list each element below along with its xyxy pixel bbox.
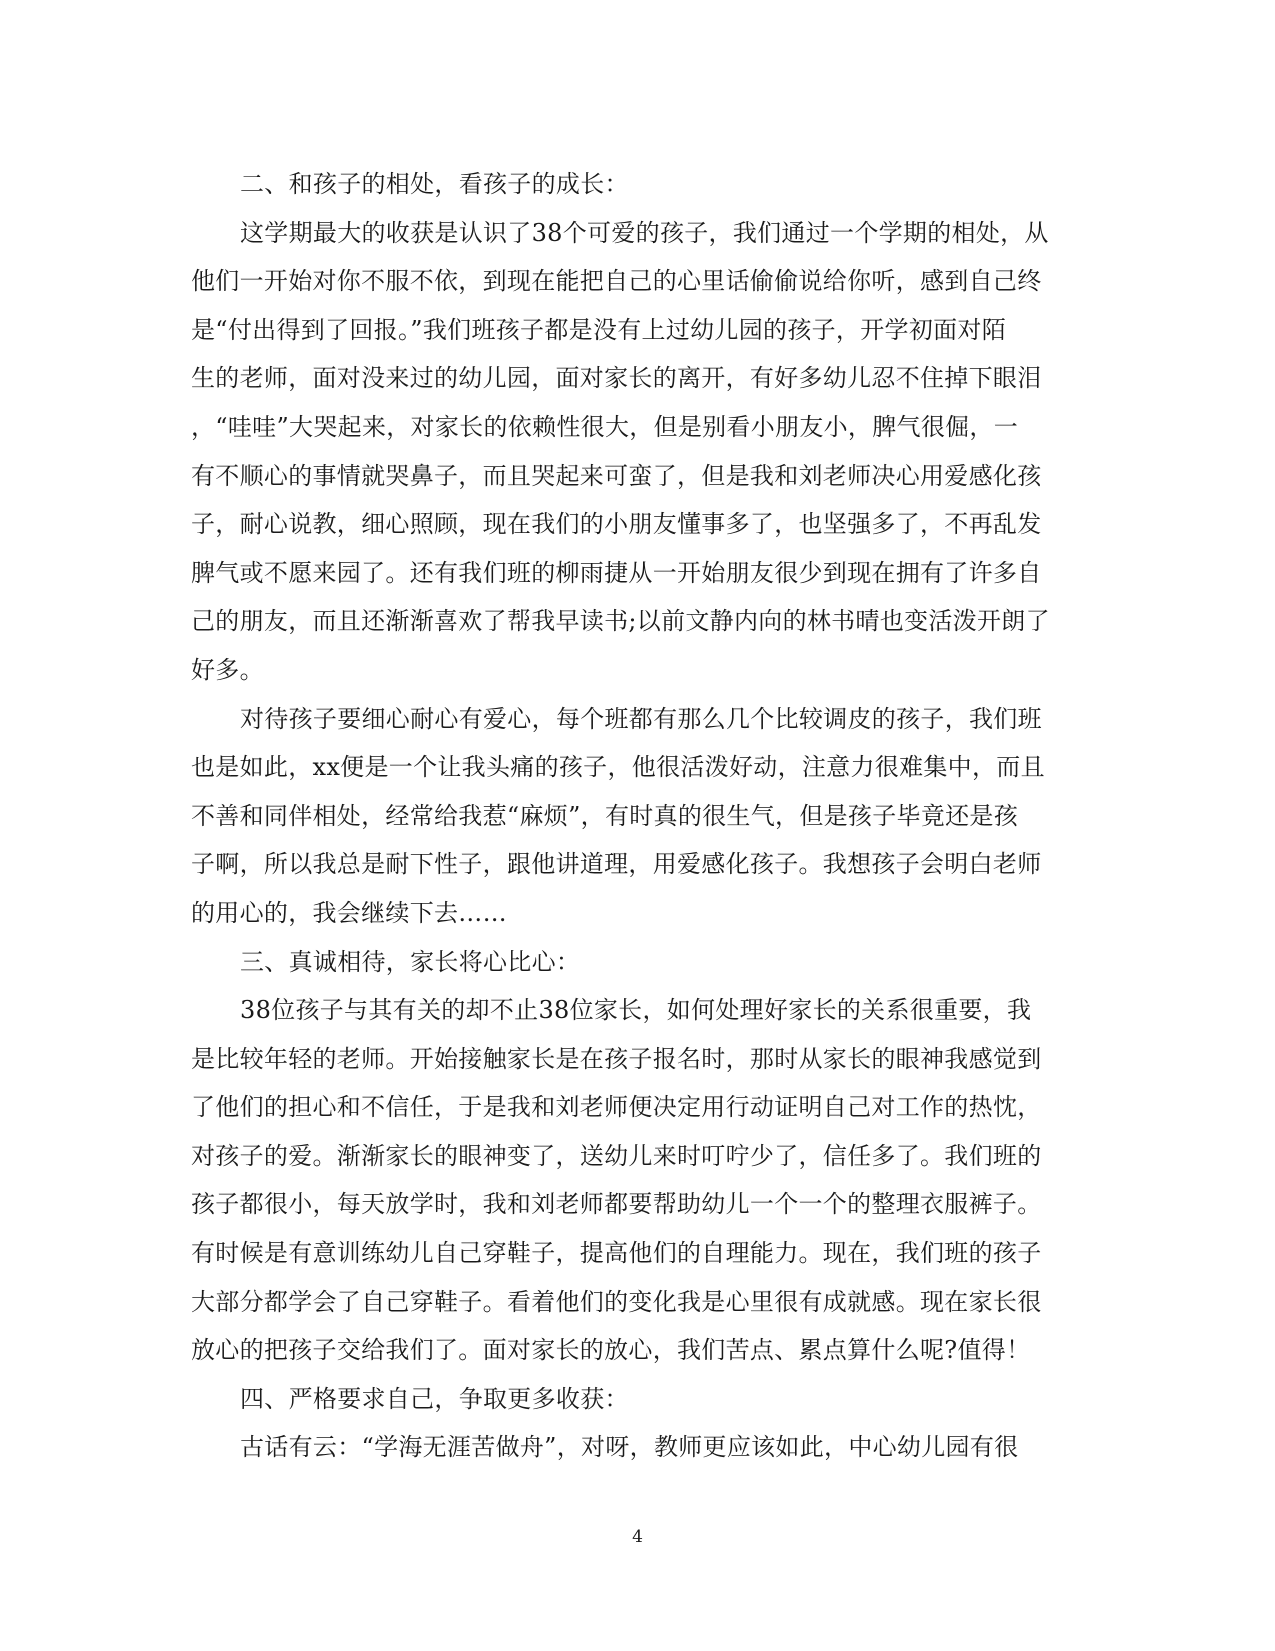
text-line: 大部分都学会了自己穿鞋子。看着他们的变化我是心里很有成就感。现在家长很 [191,1287,1042,1316]
text-line: 他们一开始对你不服不依，到现在能把自己的心里话偷偷说给你听，感到自己终 [191,267,1042,296]
text-line: 脾气或不愿来园了。还有我们班的柳雨捷从一开始朋友很少到现在拥有了许多自 [191,558,1042,587]
page-number: 4 [632,1527,643,1547]
text-line: 对待孩子要细心耐心有爱心，每个班都有那么几个比较调皮的孩子，我们班 [240,704,1042,733]
text-line: 对孩子的爱。渐渐家长的眼神变了，送幼儿来时叮咛少了，信任多了。我们班的 [191,1141,1042,1170]
text-line: 己的朋友，而且还渐渐喜欢了帮我早读书;以前文静内向的林书晴也变活泼开朗了 [191,607,1050,636]
text-line: 的用心的，我会继续下去…… [191,898,507,927]
text-line: 了他们的担心和不信任，于是我和刘老师便决定用行动证明自己对工作的热忱， [191,1093,1042,1122]
text-line: 38位孩子与其有关的却不止38位家长，如何处理好家长的关系很重要，我 [240,996,1032,1025]
text-line: 是“付出得到了回报。”我们班孩子都是没有上过幼儿园的孩子，开学初面对陌 [191,315,1007,344]
text-line: 放心的把孩子交给我们了。面对家长的放心，我们苦点、累点算什么呢?值得！ [191,1336,1031,1365]
document-body [191,160,1071,1472]
text-line: 这学期最大的收获是认识了38个可爱的孩子，我们通过一个学期的相处，从 [240,218,1049,247]
text-line: 子啊，所以我总是耐下性子，跟他讲道理，用爱感化孩子。我想孩子会明白老师 [191,850,1042,879]
text-line: 是比较年轻的老师。开始接触家长是在孩子报名时，那时从家长的眼神我感觉到 [191,1044,1042,1073]
text-line: 有时候是有意训练幼儿自己穿鞋子，提高他们的自理能力。现在，我们班的孩子 [191,1239,1042,1268]
section-heading: 四、严格要求自己，争取更多收获： [240,1384,629,1413]
text-line: 孩子都很小，每天放学时，我和刘老师都要帮助幼儿一个一个的整理衣服裤子。 [191,1190,1042,1219]
text-line: 古话有云：“学海无涯苦做舟”，对呀，教师更应该如此，中心幼儿园有很 [240,1433,1019,1462]
text-line: 不善和同伴相处，经常给我惹“麻烦”，有时真的很生气，但是孩子毕竟还是孩 [191,801,1019,830]
text-line: 子，耐心说教，细心照顾，现在我们的小朋友懂事多了，也坚强多了，不再乱发 [191,510,1042,539]
text-line: 有不顺心的事情就哭鼻子，而且哭起来可蛮了，但是我和刘老师决心用爱感化孩 [191,461,1042,490]
text-line: ，“哇哇”大哭起来，对家长的依赖性很大，但是别看小朋友小，脾气很倔，一 [191,412,1019,441]
section-heading: 二、和孩子的相处，看孩子的成长： [240,170,629,198]
text-line: 好多。 [191,655,264,684]
text-line: 也是如此，xx便是一个让我头痛的孩子，他很活泼好动，注意力很难集中，而且 [191,753,1045,782]
text-line: 生的老师，面对没来过的幼儿园，面对家长的离开，有好多幼儿忍不住掉下眼泪 [191,364,1042,393]
section-heading: 三、真诚相待，家长将心比心： [240,947,581,976]
